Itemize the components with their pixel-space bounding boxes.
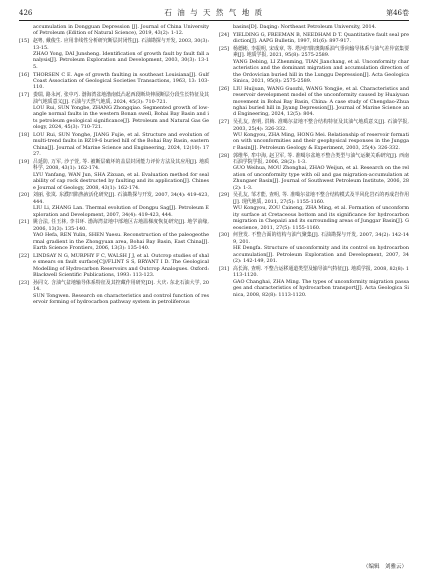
reference-text: LINDSAY N G, MURPHY F C, WALSH J J, et al. Outcrop studies of shale smears on fault surface[C]//FLINT S S, BRYANT I D. The Geological Modelling of Hydrocarbon Reservoirs and Outcrop Analogues. Oxford: Blackwell Scientific Publications, 1993: 113-123. <box>33 252 209 279</box>
volume-label: 第46卷 <box>386 9 409 17</box>
reference-text: YAO Hefa, REN Yulin, SHEN Yuesu. Reconstruction of the paleogeothermal gradient in the Zhongyuan area, Bohai Bay Basin, East China[J]. Earth Science Frontiers, 2006, 13(3): 135-140. <box>33 232 209 252</box>
reference-number: [20] <box>19 192 30 199</box>
reference-entry <box>19 219 209 251</box>
reference-text: SUN Tongwen. Research on characteristics and control function of reservoir forming of hydrocarbon pathway system in petroliferous <box>33 292 209 306</box>
reference-number: [30] <box>219 232 230 239</box>
reference-number: [15] <box>19 38 30 45</box>
reference-text: LOU Rui, SUN Yongbe, ZHANG Zhongqiao. Segmented growth of low-angle normal faults in the western Bonan swell, Bohai Bay Basin and its petroleum geological significance[J]. Petroleum and Natural Gas Geology, 2024, 45(3): 710-721. <box>33 105 209 131</box>
reference-entry <box>219 266 409 298</box>
reference-text: 刘丽, 张岚. 东濮凹陷热液活化研究[J]. 石油勘探与开发, 2007, 34(4): 419-423, 444. <box>33 192 209 205</box>
reference-entry <box>219 24 409 30</box>
reference-text: GAO Changhai, ZHA Ming. The types of unconformity migration passages and characteristics of hydrocarbon transport[J]. Acta Geologica Sinica, 2008, 82(8): 1113-1120. <box>233 278 409 298</box>
reference-text: GUO Weihua, MOU Zhonghai, ZHAO Weijun, et al. Research on the relation of unconformity type with oil and gas migration-accumulation at Zhungaer Basin[J]. Journal of Southwest Petroleum Institute, 2006, 28(2): 1-3. <box>233 165 409 191</box>
reference-text: 高长海, 查明. 不整合运移通道类型及输导油气特征[J]. 地质学报, 2008, 82(8): 1113-1120. <box>233 265 409 279</box>
reference-entry <box>19 72 209 91</box>
reference-entry <box>19 38 209 70</box>
reference-number: [26] <box>219 85 230 92</box>
reference-text: LYU Yanfang, WAN Jun, SHA Zixuan, et al. Evaluation method for seal ability of cap rock destructed by faulting and its application[J]. Chinese Journal of Geology, 2008, 43(1): 162-174. <box>33 171 209 191</box>
reference-entry <box>219 153 409 192</box>
reference-text: 赵粤, 戴俊生. 应用非线性分析研究断层封闭性[J]. 石油勘探与开发, 2003, 30(3): 13-15. <box>33 38 209 51</box>
header-rule <box>19 20 409 21</box>
reference-number: [24] <box>219 31 230 38</box>
reference-number: [27] <box>219 119 230 126</box>
reference-number: [16] <box>19 71 30 78</box>
reference-number: [28] <box>219 152 230 159</box>
reference-text: YIELDING G, FREEMAN B, NEEDHAM D T. Quantitative fault seal prediction[J]. AAPG Bulletin, 1997, 81(6): 897-917. <box>233 31 409 45</box>
reference-number: [21] <box>19 219 30 226</box>
reference-number: [18] <box>19 132 30 138</box>
reference-text: 郭维华, 牟中海, 赵卫军, 等. 准噶尔盆地不整合类型与油气运聚关系研究[J]. 西南石油学院学报, 2006, 28(2): 1-3. <box>233 152 409 165</box>
reference-text: 吴孔友, 邹才能, 查明, 等. 准噶尔盆地不整合结构模式及半风化岩石的再成岩作用[J]. 现代地质, 2011, 27(5): 1155-1160. <box>233 192 409 205</box>
reference-number: [19] <box>19 159 30 165</box>
reference-entry <box>19 92 209 131</box>
reference-text: 吕延防, 万军, 沙子萱, 等. 被断层破坏的盖层封闭能力评价方法及其应用[J]. 地质科学, 2008, 43(1): 162-174. <box>33 159 209 172</box>
reference-text: 杨德彬, 李振明, 宋成章, 等. 塔河凹陷奥陶系油气垂向输导体系与油气差异富集要素[J]. 地质学报, 2021, 95(8): 2575-2589. <box>233 45 409 59</box>
reference-text: basins[D]. Daqing: Northeast Petroleum University, 2014. <box>233 24 377 30</box>
reference-entry <box>19 24 209 37</box>
reference-text: YANG Debing, LI Zhenming, TIAN Jianchang, et al. Unconformity characteristics and the dominant migration and accumulation direction of the Ordovician buried hill in the Lunggu Depression[J]. Acta Geologica Sinica, 2021, 95(8): 2575-2589. <box>233 58 409 84</box>
reference-text: LIU Li, ZHANG Lan. Thermal evolution of Dongpu Sag[J]. Petroleum Exploration and Development, 2007, 34(4): 419-423, 444. <box>33 205 209 218</box>
reference-text: WU Kongyou, ZOU Caineng, ZHA Ming, et al. Formation of unconformity surface at Cretaceous bottom and its significance for hydrocarbon migration in Chepaizi and its surrounding areas of Junggar Basin[J]. Geoscience, 2011, 27(5): 1155-1160. <box>233 205 409 231</box>
reference-entry <box>219 232 409 264</box>
reference-entry <box>19 253 209 279</box>
reference-number: [25] <box>219 45 230 52</box>
reference-text: 孙同文. 含油气盆地输导体系特征及其控藏作用研究[D]. 大庆: 东北石油大学, 2014. <box>33 279 209 293</box>
references-left-column <box>19 24 209 307</box>
reference-entry <box>19 159 209 191</box>
reference-number: [31] <box>219 265 230 272</box>
reference-entry <box>219 119 409 151</box>
reference-text: WU Kongyou, ZHA Ming, HONG Mei. Relationship of reservoir formation with unconformities and their geophysical responses in the Junggar Basin[J]. Petroleum Geology & Experiment, 2003, 25(4): 326-332. <box>233 132 409 151</box>
reference-text: accumulation in Dongguan Depression [J]. Journal of China University of Petroleum (Edition of Natural Science), 2019, 43(2): 1-12. <box>33 24 209 37</box>
reference-text: HE Dengfa. Structure of unconformity and its control on hydrocarbon accumulation[J]. Petroleum Exploration and Development, 2007, 34(2): 142-149, 201. <box>233 245 409 265</box>
reference-entry <box>219 32 409 45</box>
reference-text: 姚合法, 任玉林, 李书环. 渤海湾盆地中部地区古地温梯度恢复研究[J]. 地学前缘, 2006, 13(3): 135-140. <box>33 219 209 232</box>
editor-note: （编辑 刘雅云） <box>362 564 407 570</box>
page-number: 426 <box>19 9 33 17</box>
reference-text: LIU Huijuan, WANG Guozhi, WANG Yongjie, et al. Characteristics and reservoir development model of the unconformity caused by Huaiyuan movement in Bohai Bay Basin, China: A case study of Chengdao-Zhuanghai buried hill in Jiyang Depression[J]. Journal of Marine Science and Engineering, 2024, 12(5): 804. <box>233 85 409 118</box>
reference-text: 吴孔友, 查明, 洪梅. 准噶尔盆地不整合结构特征及其油气地质意义[J]. 石油学报, 2003, 25(4): 326-332. <box>233 119 409 132</box>
journal-title: 石 油 与 天 然 气 地 质 <box>164 8 264 17</box>
reference-entry <box>219 46 409 85</box>
reference-text: ZHAO Yong, DAI Junsheng. Identification of growth fault by fault fall analysis[J]. Petroleum Exploration and Development, 2003, 30(3): 13-15. <box>33 51 209 70</box>
page-header <box>19 7 409 19</box>
reference-text: THORSEN C E. Age of growth faulting in southeast Louisiana[J]. Gulf Coast Association of Geological Societies Transactions, 1963, 13: 103-110. <box>33 71 209 91</box>
reference-entry <box>219 86 409 118</box>
reference-text: 何登发. 不整合面的结构与油气聚集[J]. 石油勘探与开发, 2007, 34(2): 142-149, 201. <box>233 232 409 245</box>
references-right-column <box>219 24 409 299</box>
reference-text: LOU Rui, SUN Yonghe, JIANG Fujie, et al. Structure and evolution of multi-trend faults in BZ19-6 buried hill of the Bohai Bay Basin, eastern China[J]. Journal of Marine Science and Engineering, 2024, 12(10): 1727. <box>33 132 209 158</box>
reference-number: [17] <box>19 92 30 99</box>
reference-number: [22] <box>19 252 30 259</box>
reference-entry <box>219 192 409 231</box>
reference-entry <box>19 280 209 306</box>
reference-entry <box>19 132 209 158</box>
reference-entry <box>19 192 209 218</box>
reference-number: [29] <box>219 192 230 199</box>
reference-number: [23] <box>19 279 30 286</box>
reference-text: 娄瑞, 路永河, 张中巧. 渤海湾盆地渤南低凸起西段断块伸展断层分段生长特征及其油气地质意义[J]. 石油与天然气地质, 2024, 45(3): 710-721. <box>33 92 209 105</box>
